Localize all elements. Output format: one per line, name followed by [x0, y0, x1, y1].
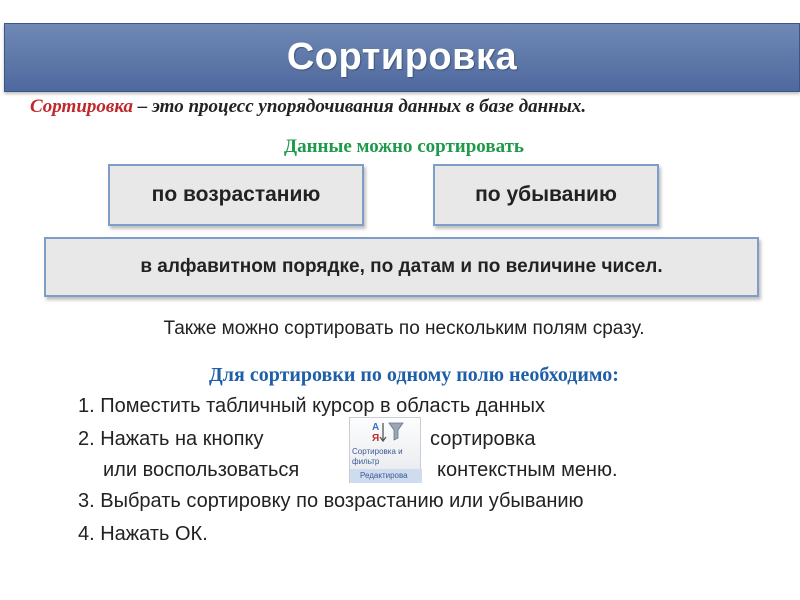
ribbon-group-label: Редактирова — [350, 469, 422, 483]
step-3: 3. Выбрать сортировку по возрастанию или убыванию — [78, 490, 584, 512]
step-4: 4. Нажать ОК. — [78, 523, 208, 545]
steps-heading: Для сортировки по одному полю необходимо: — [209, 364, 619, 386]
descending-box — [433, 164, 659, 226]
svg-text:Я: Я — [372, 433, 380, 444]
ascending-label: по возрастанию — [151, 183, 321, 206]
ribbon-button-label: Сортировка и фильтр — [352, 447, 403, 466]
multi-field-note: Также можно сортировать по нескольким полям сразу. — [163, 318, 645, 339]
svg-text:А: А — [372, 422, 380, 433]
step-1: 1. Поместить табличный курсор в область данных — [78, 395, 546, 417]
step-2-context-menu: контекстным меню. — [437, 459, 618, 481]
step-2-alt-text: или воспользоваться — [103, 459, 300, 481]
definition-term: Сортировка — [30, 96, 134, 117]
sort-orders-box — [44, 237, 759, 297]
ascending-box — [108, 164, 364, 226]
step-2-text: 2. Нажать на кнопку — [78, 428, 264, 450]
definition-text: – это процесс упорядочивания данных в базе данных. — [133, 96, 587, 117]
title-bar — [4, 23, 800, 92]
sort-orders-text: в алфавитном порядке, по датам и по величине чисел. — [140, 256, 663, 277]
sort-filter-icon — [369, 420, 405, 444]
definition — [30, 96, 790, 118]
subtitle: Данные можно сортировать — [284, 136, 524, 157]
sort-filter-ribbon-button[interactable] — [349, 417, 421, 483]
descending-label: по убыванию — [475, 183, 617, 206]
step-2-sort-word: сортировка — [430, 428, 536, 450]
slide-title: Сортировка — [286, 36, 518, 78]
